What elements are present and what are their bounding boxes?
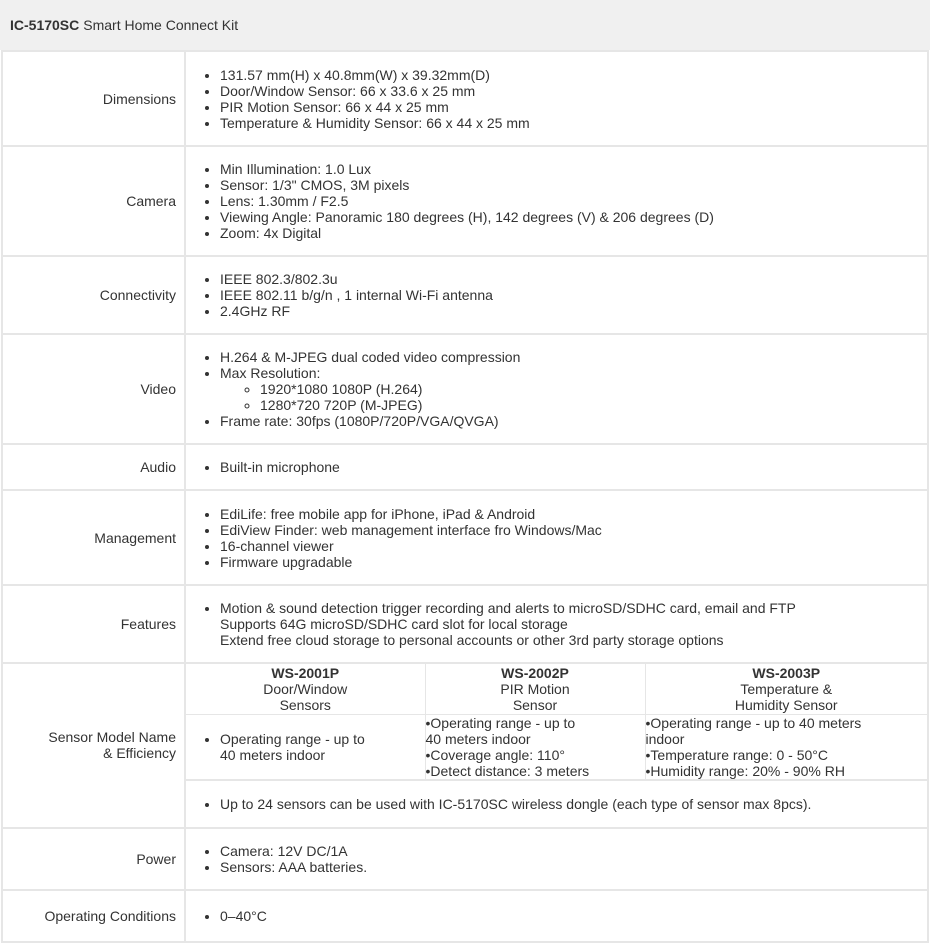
list-item (220, 365, 927, 413)
spec-list (200, 796, 927, 812)
list-item: • Frame rate: 30fps (1080P/720P/VGA/QVGA) (220, 413, 927, 429)
sub-list (220, 381, 927, 413)
list-item: • 2.4GHz RF (220, 303, 927, 319)
row-connectivity (2, 256, 928, 334)
detail-line: • Coverage angle: 110° (426, 747, 645, 763)
sensor-name: Temperature & (740, 680, 833, 697)
sensor-table (186, 664, 927, 779)
sensor-model: WS-2003P (752, 664, 821, 681)
list-item: • 0–40°C (220, 908, 927, 924)
row-management (2, 490, 928, 585)
sensor-header-ws2002p (425, 664, 645, 714)
sensor-header-ws2001p (186, 664, 425, 714)
sensor-detail-ws2001p (186, 714, 425, 779)
row-label: Connectivity (2, 256, 185, 334)
row-label: Features (2, 585, 185, 663)
spec-list (200, 843, 927, 875)
list-item: • Sensors: AAA batteries. (220, 859, 927, 875)
list-item: • IEEE 802.3/802.3u (220, 271, 927, 287)
list-item: • H.264 & M-JPEG dual coded video compression (220, 349, 927, 365)
row-audio (2, 444, 928, 490)
spec-list (200, 731, 425, 763)
row-dimensions (2, 51, 928, 146)
list-item: • IEEE 802.11 b/g/n , 1 internal Wi-Fi antenna (220, 287, 927, 303)
list-item: • Sensor: 1/3" CMOS, 3M pixels (220, 177, 927, 193)
model-name: IC-5170SC (10, 17, 80, 33)
row-operating-conditions (2, 890, 928, 942)
list-item: • EdiView Finder: web management interface fro Windows/Mac (220, 522, 927, 538)
detail-line: • Humidity range: 20% - 90% RH (646, 763, 928, 779)
list-item: • Built-in microphone (220, 459, 927, 475)
sensor-model: WS-2001P (271, 664, 340, 681)
row-label: Management (2, 490, 185, 585)
list-item: • Camera: 12V DC/1A (220, 843, 927, 859)
spec-list (200, 600, 927, 648)
row-label: Video (2, 334, 185, 444)
detail-line: • Temperature range: 0 - 50°C (646, 747, 928, 763)
sensor-detail-ws2002p (425, 714, 645, 779)
page-header (0, 0, 930, 50)
list-item: • Lens: 1.30mm / F2.5 (220, 193, 927, 209)
list-item (220, 731, 425, 763)
list-item: • Up to 24 sensors can be used with IC-5170SC wireless dongle (each type of sensor max 8pcs). (220, 796, 927, 812)
row-label: Audio (2, 444, 185, 490)
row-label: Operating Conditions (2, 890, 185, 942)
row-video (2, 334, 928, 444)
sensor-model: WS-2002P (501, 664, 569, 681)
feature-line: • Motion & sound detection trigger recording and alerts to microSD/SDHC card, email and FTP (220, 600, 796, 616)
sensor-detail-row (186, 714, 927, 779)
sensor-name: Humidity Sensor (734, 696, 838, 713)
sensor-detail-ws2003p (645, 714, 927, 779)
sensor-name: Sensors (279, 696, 331, 713)
detail-line: 40 meters indoor (425, 730, 531, 747)
row-label: Power (2, 828, 185, 890)
detail-line: • Operating range - up to (220, 730, 365, 747)
list-item: • Temperature & Humidity Sensor: 66 x 44 x 25 mm (220, 115, 927, 131)
spec-list (200, 506, 927, 570)
list-item: • Firmware upgradable (220, 554, 927, 570)
row-label-line: & Efficiency (103, 745, 176, 762)
detail-line: • Detect distance: 3 meters (426, 763, 645, 779)
row-features (2, 585, 928, 663)
sensor-name: Door/Window (263, 680, 348, 697)
detail-line: indoor (645, 730, 685, 747)
spec-list (200, 459, 927, 475)
list-item (220, 600, 927, 648)
feature-line: Supports 64G microSD/SDHC card slot for local storage (220, 616, 568, 632)
row-label-line: Sensor Model Name (48, 729, 176, 746)
feature-line: Extend free cloud storage to personal accounts or other 3rd party storage options (220, 632, 724, 648)
row-sensors (2, 663, 928, 780)
page-title: Smart Home Connect Kit (83, 17, 239, 33)
spec-list (200, 349, 927, 429)
spec-list (200, 271, 927, 319)
sensor-header-ws2003p (645, 664, 927, 714)
sub-list-item: ◦ 1920*1080 1080P (H.264) (260, 381, 927, 397)
spec-list (200, 161, 927, 241)
row-label (2, 663, 185, 828)
list-item: • EdiLife: free mobile app for iPhone, iPad & Android (220, 506, 927, 522)
list-item: • 131.57 mm(H) x 40.8mm(W) x 39.32mm(D) (220, 67, 927, 83)
list-item: • Door/Window Sensor: 66 x 33.6 x 25 mm (220, 83, 927, 99)
row-camera (2, 146, 928, 256)
sensor-header-row (186, 664, 927, 714)
detail-line: 40 meters indoor (220, 746, 326, 763)
list-item: • 16-channel viewer (220, 538, 927, 554)
list-item: • PIR Motion Sensor: 66 x 44 x 25 mm (220, 99, 927, 115)
detail-line: • Operating range - up to (426, 715, 645, 731)
sub-list-item: ◦ 1280*720 720P (M-JPEG) (260, 397, 927, 413)
spec-list (200, 908, 927, 924)
sensor-name: Sensor (512, 696, 558, 713)
list-item: • Zoom: 4x Digital (220, 225, 927, 241)
row-label: Camera (2, 146, 185, 256)
spec-table (1, 50, 929, 943)
spec-list (200, 67, 927, 131)
list-item: • Min Illumination: 1.0 Lux (220, 161, 927, 177)
row-power (2, 828, 928, 890)
list-item: • Viewing Angle: Panoramic 180 degrees (H), 142 degrees (V) & 206 degrees (D) (220, 209, 927, 225)
list-item-label: Max Resolution: (220, 365, 321, 381)
row-label: Dimensions (2, 51, 185, 146)
sensor-name: PIR Motion (500, 680, 570, 697)
detail-line: • Operating range - up to 40 meters (646, 715, 928, 731)
